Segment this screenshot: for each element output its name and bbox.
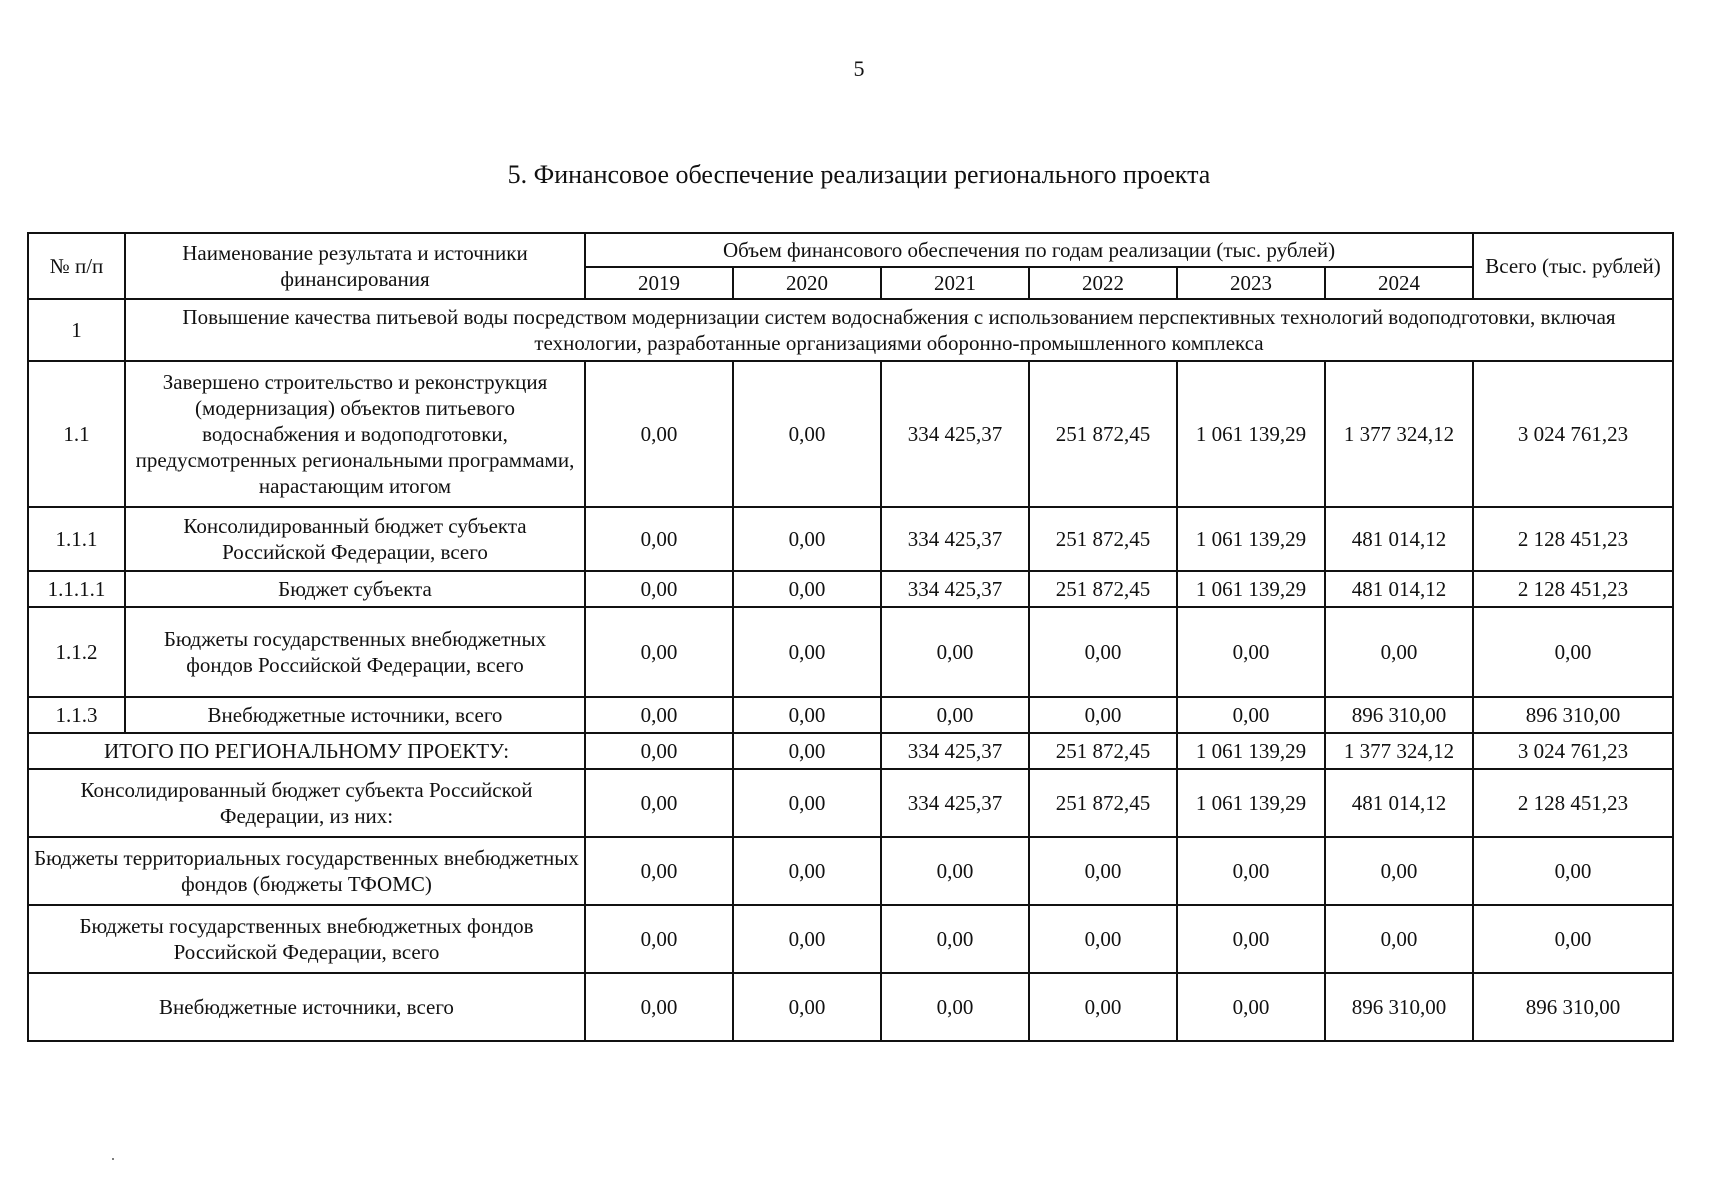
cell-total: 896 310,00 bbox=[1473, 697, 1673, 733]
cell-total: 2 128 451,23 bbox=[1473, 571, 1673, 607]
header-num: № п/п bbox=[28, 233, 125, 299]
header-year: 2019 bbox=[585, 267, 733, 299]
cell-value: 251 872,45 bbox=[1029, 507, 1177, 571]
header-year: 2024 bbox=[1325, 267, 1473, 299]
cell-value: 896 310,00 bbox=[1325, 697, 1473, 733]
cell-value: 0,00 bbox=[585, 507, 733, 571]
cell-value: 0,00 bbox=[1029, 973, 1177, 1041]
cell-value: 0,00 bbox=[733, 571, 881, 607]
header-name: Наименование результата и источники финансирования bbox=[125, 233, 585, 299]
cell-value: 481 014,12 bbox=[1325, 571, 1473, 607]
cell-value: 0,00 bbox=[1029, 697, 1177, 733]
cell-value: 0,00 bbox=[1029, 837, 1177, 905]
cell-total: 2 128 451,23 bbox=[1473, 769, 1673, 837]
cell-value: 0,00 bbox=[1177, 973, 1325, 1041]
row-name: Бюджеты государственных внебюджетных фондов Российской Федерации, всего bbox=[125, 607, 585, 697]
table-row bbox=[28, 697, 1673, 733]
table-row bbox=[28, 507, 1673, 571]
table-row bbox=[28, 607, 1673, 697]
header-volume: Объем финансового обеспечения по годам реализации (тыс. рублей) bbox=[585, 233, 1473, 267]
cell-value: 0,00 bbox=[585, 607, 733, 697]
cell-value: 1 377 324,12 bbox=[1325, 361, 1473, 507]
scan-speck bbox=[112, 1158, 114, 1160]
cell-value: 0,00 bbox=[881, 905, 1029, 973]
row-num: 1.1.1 bbox=[28, 507, 125, 571]
cell-value: 481 014,12 bbox=[1325, 769, 1473, 837]
row-num: 1.1 bbox=[28, 361, 125, 507]
section-row bbox=[28, 299, 1673, 361]
cell-value: 481 014,12 bbox=[1325, 507, 1473, 571]
cell-total: 0,00 bbox=[1473, 837, 1673, 905]
cell-value: 0,00 bbox=[733, 607, 881, 697]
section-num: 1 bbox=[28, 299, 125, 361]
financing-table bbox=[27, 232, 1674, 1042]
cell-value: 0,00 bbox=[881, 973, 1029, 1041]
row-num: 1.1.2 bbox=[28, 607, 125, 697]
row-name: Бюджет субъекта bbox=[125, 571, 585, 607]
row-num: 1.1.1.1 bbox=[28, 571, 125, 607]
table-row bbox=[28, 571, 1673, 607]
cell-value: 0,00 bbox=[585, 697, 733, 733]
cell-value: 0,00 bbox=[733, 973, 881, 1041]
summary-row bbox=[28, 769, 1673, 837]
cell-value: 0,00 bbox=[1177, 607, 1325, 697]
cell-value: 1 061 139,29 bbox=[1177, 571, 1325, 607]
cell-value: 1 061 139,29 bbox=[1177, 769, 1325, 837]
cell-value: 0,00 bbox=[733, 697, 881, 733]
cell-value: 0,00 bbox=[733, 837, 881, 905]
cell-value: 0,00 bbox=[881, 607, 1029, 697]
header-year: 2020 bbox=[733, 267, 881, 299]
cell-total: 2 128 451,23 bbox=[1473, 507, 1673, 571]
summary-name: Внебюджетные источники, всего bbox=[28, 973, 585, 1041]
header-year: 2023 bbox=[1177, 267, 1325, 299]
cell-value: 334 425,37 bbox=[881, 769, 1029, 837]
cell-value: 0,00 bbox=[1325, 837, 1473, 905]
cell-total: 0,00 bbox=[1473, 607, 1673, 697]
row-name: Консолидированный бюджет субъекта Российской Федерации, всего bbox=[125, 507, 585, 571]
cell-value: 251 872,45 bbox=[1029, 733, 1177, 769]
cell-value: 0,00 bbox=[1029, 905, 1177, 973]
cell-value: 0,00 bbox=[733, 769, 881, 837]
summary-row bbox=[28, 905, 1673, 973]
row-name: Завершено строительство и реконструкция (модернизация) объектов питьевого водоснабжения и водоподготовки, предусмотренных региональными программами, нарастающим итогом bbox=[125, 361, 585, 507]
cell-value: 0,00 bbox=[733, 507, 881, 571]
cell-value: 1 061 139,29 bbox=[1177, 361, 1325, 507]
cell-value: 1 061 139,29 bbox=[1177, 733, 1325, 769]
cell-value: 896 310,00 bbox=[1325, 973, 1473, 1041]
cell-value: 251 872,45 bbox=[1029, 571, 1177, 607]
cell-value: 0,00 bbox=[585, 973, 733, 1041]
cell-total: 3 024 761,23 bbox=[1473, 733, 1673, 769]
cell-value: 0,00 bbox=[881, 697, 1029, 733]
cell-value: 0,00 bbox=[1325, 905, 1473, 973]
cell-value: 0,00 bbox=[1029, 607, 1177, 697]
row-num: 1.1.3 bbox=[28, 697, 125, 733]
cell-value: 251 872,45 bbox=[1029, 769, 1177, 837]
cell-value: 0,00 bbox=[1177, 697, 1325, 733]
summary-row bbox=[28, 837, 1673, 905]
cell-value: 0,00 bbox=[1325, 607, 1473, 697]
table-row bbox=[28, 361, 1673, 507]
cell-value: 0,00 bbox=[733, 733, 881, 769]
cell-value: 1 061 139,29 bbox=[1177, 507, 1325, 571]
cell-value: 0,00 bbox=[585, 361, 733, 507]
cell-value: 0,00 bbox=[585, 571, 733, 607]
summary-name: Бюджеты территориальных государственных внебюджетных фондов (бюджеты ТФОМС) bbox=[28, 837, 585, 905]
section-text: Повышение качества питьевой воды посредством модернизации систем водоснабжения с использованием перспективных технологий водоподготовки, включая технологии, разработанные организациями оборонно-промышленного комплекса bbox=[125, 299, 1673, 361]
cell-value: 334 425,37 bbox=[881, 507, 1029, 571]
row-name: Внебюджетные источники, всего bbox=[125, 697, 585, 733]
summary-name: Бюджеты государственных внебюджетных фондов Российской Федерации, всего bbox=[28, 905, 585, 973]
cell-value: 0,00 bbox=[1177, 905, 1325, 973]
cell-value: 0,00 bbox=[585, 733, 733, 769]
cell-total: 896 310,00 bbox=[1473, 973, 1673, 1041]
cell-value: 0,00 bbox=[585, 905, 733, 973]
header-total: Всего (тыс. рублей) bbox=[1473, 233, 1673, 299]
cell-value: 0,00 bbox=[733, 361, 881, 507]
cell-value: 0,00 bbox=[733, 905, 881, 973]
cell-total: 3 024 761,23 bbox=[1473, 361, 1673, 507]
cell-value: 0,00 bbox=[1177, 837, 1325, 905]
page-number: 5 bbox=[853, 56, 865, 81]
cell-value: 0,00 bbox=[881, 837, 1029, 905]
header-year: 2021 bbox=[881, 267, 1029, 299]
cell-value: 334 425,37 bbox=[881, 361, 1029, 507]
cell-value: 1 377 324,12 bbox=[1325, 733, 1473, 769]
summary-row bbox=[28, 973, 1673, 1041]
document-title: 5. Финансовое обеспечение реализации регионального проекта bbox=[507, 160, 1211, 189]
header-year: 2022 bbox=[1029, 267, 1177, 299]
summary-name: ИТОГО ПО РЕГИОНАЛЬНОМУ ПРОЕКТУ: bbox=[28, 733, 585, 769]
summary-row-total bbox=[28, 733, 1673, 769]
cell-value: 334 425,37 bbox=[881, 571, 1029, 607]
cell-value: 251 872,45 bbox=[1029, 361, 1177, 507]
cell-total: 0,00 bbox=[1473, 905, 1673, 973]
summary-name: Консолидированный бюджет субъекта Российской Федерации, из них: bbox=[28, 769, 585, 837]
cell-value: 0,00 bbox=[585, 837, 733, 905]
cell-value: 334 425,37 bbox=[881, 733, 1029, 769]
cell-value: 0,00 bbox=[585, 769, 733, 837]
